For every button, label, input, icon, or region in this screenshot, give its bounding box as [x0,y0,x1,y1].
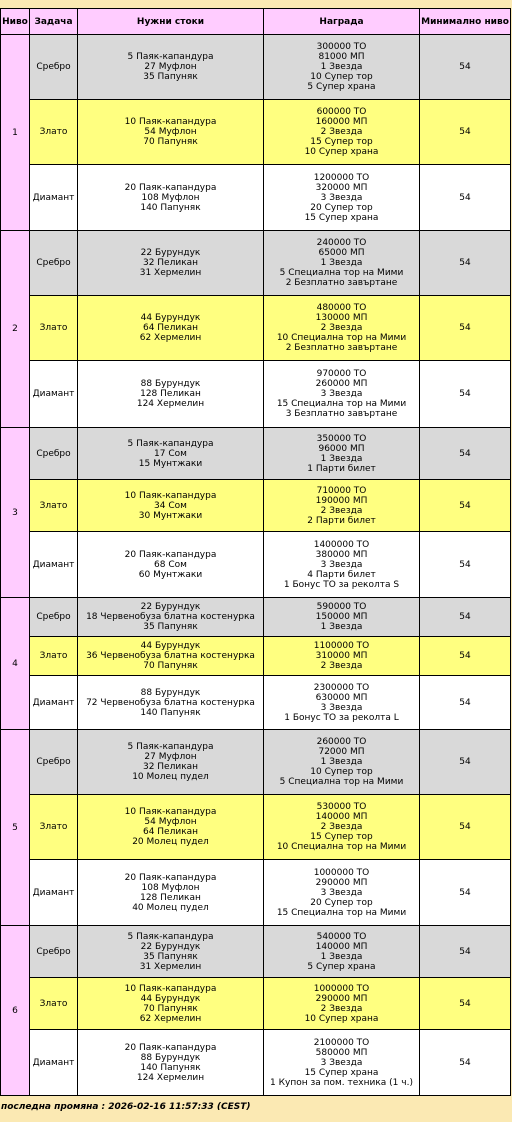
reward-cell [264,532,420,598]
goods-item: 20 Паяк-капандура [124,1042,217,1053]
reward-item: 580000 МП [315,1047,368,1058]
goods-item: 10 Паяк-капандура [124,807,217,817]
goods-item: 140 Папуняк [140,707,201,718]
min-level-cell: 54 [420,231,511,296]
reward-item: 130000 МП [315,313,368,323]
goods-item: 40 Молец пудел [132,902,209,913]
reward-item: 320000 МП [315,182,368,193]
task-cell: Злато [30,978,78,1030]
table-row [1,532,511,598]
goods-cell [78,978,264,1030]
min-level-cell: 54 [420,637,511,676]
reward-cell [264,361,420,428]
reward-item: 290000 МП [315,877,368,888]
goods-item: 5 Паяк-капандура [127,931,214,942]
reward-item: 15 Специална тор на Мими [276,399,407,409]
reward-item: 240000 ТО [316,238,367,248]
reward-cell [264,165,420,231]
reward-item: 1 Звезда [320,951,363,962]
goods-item: 35 Папуняк [143,951,198,962]
min-level-cell: 54 [420,1030,511,1096]
reward-item: 1000000 ТО [313,983,370,994]
reward-item: 630000 МП [315,692,368,703]
reward-item: 1 Звезда [320,622,363,632]
level-cell: 4 [1,598,30,730]
goods-item: 32 Пеликан [142,762,199,772]
min-level-cell: 54 [420,480,511,532]
goods-cell [78,428,264,480]
reward-item: 2 Звезда [320,1003,363,1014]
reward-cell [264,480,420,532]
reward-item: 2 Звезда [320,323,363,333]
task-cell: Диамант [30,361,78,428]
reward-item: 380000 МП [315,549,368,560]
reward-item: 590000 ТО [316,602,367,612]
reward-item: 15 Супер храна [304,1067,379,1078]
reward-item: 480000 ТО [316,303,367,313]
reward-item: 2 Звезда [320,661,363,671]
task-cell: Диамант [30,1030,78,1096]
reward-item: 2 Звезда [320,505,363,516]
reward-item: 1100000 ТО [313,641,370,651]
goods-item: 70 Папуняк [143,137,198,147]
goods-cell [78,296,264,361]
reward-item: 1 Бонус ТО за реколта S [283,579,400,590]
reward-item: 710000 ТО [316,485,367,496]
reward-item: 10 Специална тор на Мими [276,333,407,343]
goods-item: 32 Пеликан [142,258,199,268]
reward-item: 1 Звезда [320,258,363,268]
reward-item: 2 Безплатно завъртане [285,278,398,288]
goods-item: 10 Паяк-капандура [124,490,217,501]
reward-item: 10 Супер тор [310,72,373,82]
goods-item: 62 Хермелин [139,1013,202,1024]
reward-cell [264,795,420,860]
min-level-cell: 54 [420,926,511,978]
task-cell: Сребро [30,730,78,795]
goods-item: 70 Папуняк [143,1003,198,1014]
reward-cell [264,1030,420,1096]
goods-item: 10 Молец пудел [132,772,209,782]
task-cell: Злато [30,795,78,860]
goods-item: 31 Хермелин [139,961,202,972]
goods-item: 64 Пеликан [142,827,199,837]
level-cell: 2 [1,231,30,428]
reward-item: 140000 МП [315,812,368,822]
reward-item: 150000 МП [315,612,368,622]
goods-item: 35 Папуняк [143,622,198,632]
reward-cell [264,676,420,730]
header-level: Ниво [1,9,30,35]
goods-item: 17 Сом [154,448,187,459]
reward-cell [264,100,420,165]
min-level-cell: 54 [420,165,511,231]
reward-item: 72000 МП [318,747,365,757]
min-level-cell: 54 [420,428,511,480]
goods-item: 128 Пеликан [140,389,201,399]
min-level-cell: 54 [420,978,511,1030]
table-row [1,100,511,165]
goods-cell [78,231,264,296]
reward-item: 15 Специална тор на Мими [276,907,407,918]
table-row [1,35,511,100]
reward-item: 15 Супер храна [304,212,379,223]
table-row [1,795,511,860]
level-cell: 5 [1,730,30,926]
reward-item: 15 Супер тор [310,832,373,842]
reward-item: 3 Звезда [320,702,363,713]
reward-item: 3 Безплатно завъртане [285,409,398,419]
reward-item: 3 Звезда [320,1057,363,1068]
reward-item: 190000 МП [315,495,368,506]
goods-item: 88 Бурундук [140,379,201,389]
reward-cell [264,598,420,637]
goods-item: 124 Хермелин [136,399,205,409]
table-row [1,428,511,480]
goods-cell [78,860,264,926]
goods-cell [78,926,264,978]
task-cell: Сребро [30,926,78,978]
min-level-cell: 54 [420,361,511,428]
header-row [1,9,511,35]
reward-item: 10 Специална тор на Мими [276,842,407,852]
goods-item: 36 Червенобуза блатна костенурка [86,651,255,661]
reward-item: 65000 МП [318,248,365,258]
goods-item: 108 Муфлон [141,882,200,893]
goods-cell [78,730,264,795]
level-cell: 6 [1,926,30,1096]
reward-item: 600000 ТО [316,107,367,117]
reward-item: 1200000 ТО [313,172,370,183]
table-row [1,926,511,978]
reward-cell [264,428,420,480]
reward-item: 96000 МП [318,443,365,454]
reward-item: 1 Звезда [320,757,363,767]
task-cell: Злато [30,100,78,165]
reward-cell [264,35,420,100]
table-row [1,860,511,926]
min-level-cell: 54 [420,532,511,598]
reward-item: 2 Звезда [320,127,363,137]
header-goods: Нужни стоки [78,9,264,35]
reward-item: 290000 МП [315,993,368,1004]
reward-cell [264,730,420,795]
table-body [1,35,511,1096]
table-row [1,1030,511,1096]
task-cell: Злато [30,480,78,532]
task-cell: Диамант [30,860,78,926]
goods-item: 60 Мунтжаки [138,569,203,580]
reward-cell [264,860,420,926]
reward-item: 4 Парти билет [307,569,376,580]
reward-cell [264,978,420,1030]
header-task: Задача [30,9,78,35]
goods-item: 140 Папуняк [140,1062,201,1073]
goods-item: 70 Папуняк [143,661,198,671]
reward-item: 300000 ТО [316,42,367,52]
reward-item: 1 Звезда [320,453,363,464]
table-row [1,361,511,428]
tasks-table [0,8,511,1096]
reward-item: 3 Звезда [320,192,363,203]
reward-item: 260000 ТО [316,737,367,747]
goods-item: 64 Пеликан [142,323,199,333]
goods-item: 5 Паяк-капандура [127,742,214,752]
reward-item: 5 Специална тор на Мими [279,777,404,787]
reward-item: 2 Парти билет [307,515,376,526]
goods-cell [78,676,264,730]
reward-item: 1 Купон за пом. техника (1 ч.) [270,1077,413,1088]
reward-item: 3 Звезда [320,559,363,570]
task-cell: Злато [30,296,78,361]
goods-cell [78,532,264,598]
table-row [1,978,511,1030]
min-level-cell: 54 [420,730,511,795]
goods-item: 108 Муфлон [141,192,200,203]
reward-cell [264,296,420,361]
reward-cell [264,637,420,676]
reward-item: 2100000 ТО [313,1037,370,1048]
min-level-cell: 54 [420,35,511,100]
reward-item: 2 Звезда [320,822,363,832]
goods-cell [78,165,264,231]
reward-item: 260000 МП [315,379,368,389]
goods-item: 54 Муфлон [144,127,197,137]
min-level-cell: 54 [420,598,511,637]
task-cell: Сребро [30,598,78,637]
min-level-cell: 54 [420,795,511,860]
reward-item: 5 Супер храна [307,961,376,972]
reward-item: 530000 ТО [316,802,367,812]
goods-item: 22 Бурундук [140,248,201,258]
goods-cell [78,795,264,860]
reward-item: 310000 МП [315,651,368,661]
goods-item: 35 Папуняк [143,72,198,82]
goods-cell [78,480,264,532]
goods-item: 44 Бурундук [140,993,201,1004]
reward-item: 10 Супер храна [304,147,379,157]
table-row [1,296,511,361]
reward-cell [264,231,420,296]
min-level-cell: 54 [420,860,511,926]
goods-cell [78,598,264,637]
reward-item: 15 Супер тор [310,137,373,147]
goods-item: 44 Бурундук [140,641,201,651]
goods-item: 5 Паяк-капандура [127,52,214,62]
goods-item: 88 Бурундук [140,1052,201,1063]
goods-item: 72 Червенобуза блатна костенурка [86,697,255,708]
reward-item: 3 Звезда [320,389,363,399]
reward-item: 10 Супер тор [310,767,373,777]
reward-item: 20 Супер тор [310,202,373,213]
reward-item: 540000 ТО [316,931,367,942]
goods-cell [78,100,264,165]
reward-item: 5 Специална тор на Мими [279,268,404,278]
min-level-cell: 54 [420,296,511,361]
goods-item: 44 Бурундук [140,313,201,323]
reward-item: 160000 МП [315,117,368,127]
reward-item: 1000000 ТО [313,867,370,878]
level-cell: 1 [1,35,30,231]
goods-item: 20 Паяк-капандура [124,182,217,193]
goods-cell [78,637,264,676]
task-cell: Диамант [30,676,78,730]
goods-item: 128 Пеликан [140,892,201,903]
goods-item: 62 Хермелин [139,333,202,343]
reward-item: 140000 МП [315,941,368,952]
goods-item: 27 Муфлон [144,752,197,762]
header-min-level: Минимално ниво [420,9,511,35]
reward-item: 81000 МП [318,52,365,62]
goods-item: 18 Червенобуза блатна костенурка [86,612,255,622]
goods-item: 22 Бурундук [140,602,201,612]
goods-item: 68 Сом [154,559,187,570]
reward-item: 20 Супер тор [310,897,373,908]
goods-item: 31 Хермелин [139,268,202,278]
table-row [1,637,511,676]
goods-item: 88 Бурундук [140,687,201,698]
table-row [1,231,511,296]
task-cell: Диамант [30,165,78,231]
level-cell: 3 [1,428,30,598]
goods-item: 22 Бурундук [140,941,201,952]
goods-item: 30 Мунтжаки [138,510,203,521]
goods-cell [78,361,264,428]
goods-item: 20 Паяк-капандура [124,872,217,883]
task-cell: Сребро [30,231,78,296]
last-modified: последна промяна : 2026-02-16 11:57:33 (CEST) [1,1102,251,1112]
reward-item: 10 Супер храна [304,1013,379,1024]
min-level-cell: 54 [420,676,511,730]
reward-item: 1400000 ТО [313,539,370,550]
goods-item: 15 Мунтжаки [138,458,203,469]
goods-item: 20 Паяк-капандура [124,549,217,560]
goods-item: 5 Паяк-капандура [127,438,214,449]
goods-item: 10 Паяк-капандура [124,117,217,127]
task-cell: Сребро [30,35,78,100]
reward-item: 1 Звезда [320,62,363,72]
goods-item: 27 Муфлон [144,62,197,72]
reward-cell [264,926,420,978]
reward-item: 3 Звезда [320,887,363,898]
reward-item: 2300000 ТО [313,682,370,693]
header-reward: Награда [264,9,420,35]
goods-item: 10 Паяк-капандура [124,983,217,994]
reward-item: 2 Безплатно завъртане [285,343,398,353]
goods-item: 54 Муфлон [144,817,197,827]
task-cell: Злато [30,637,78,676]
goods-cell [78,35,264,100]
table-row [1,598,511,637]
goods-item: 34 Сом [154,500,187,511]
reward-item: 5 Супер храна [307,82,376,92]
reward-item: 350000 ТО [316,433,367,444]
table-row [1,730,511,795]
goods-item: 140 Папуняк [140,202,201,213]
goods-item: 124 Хермелин [136,1072,205,1083]
table-row [1,165,511,231]
task-cell: Диамант [30,532,78,598]
table-row [1,676,511,730]
reward-item: 970000 ТО [316,369,367,379]
goods-item: 20 Молец пудел [132,837,209,847]
table-row [1,480,511,532]
task-cell: Сребро [30,428,78,480]
reward-item: 1 Парти билет [307,463,376,474]
min-level-cell: 54 [420,100,511,165]
reward-item: 1 Бонус ТО за реколта L [284,712,399,723]
goods-cell [78,1030,264,1096]
